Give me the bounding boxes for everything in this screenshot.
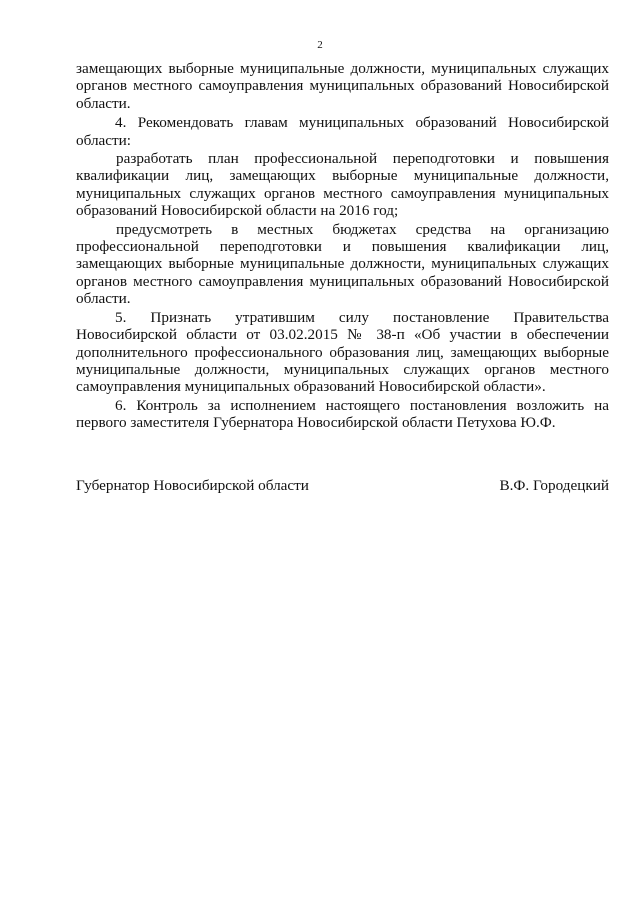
signatory-position: Губернатор Новосибирской области — [76, 477, 309, 494]
page-number: 2 — [317, 39, 323, 51]
paragraph-item-6: 6. Контроль за исполнением настоящего постановления возложить на первого заместителя Губернатора Новосибирской области Петухова Ю.Ф. — [76, 396, 609, 432]
signature-block — [76, 477, 609, 494]
paragraph-item-4-b: предусмотреть в местных бюджетах средства на организацию профессиональной переподготовки и повышения квалификации лиц, замещающих выборные муниципальные должности, муниципальных служащих органов местного самоуправления муниципальных образований Новосибирской области. — [76, 220, 609, 308]
paragraph-continuation: замещающих выборные муниципальные должности, муниципальных служащих органов местного самоуправления муниципальных образований Новосибирской области. — [76, 60, 609, 112]
document-body — [76, 60, 609, 432]
paragraph-item-4-a: разработать план профессиональной переподготовки и повышения квалификации лиц, замещающих выборные муниципальные должности, муниципальных служащих органов местного самоуправления муниципальных образований Новосибирской области на 2016 год; — [76, 150, 609, 220]
paragraph-item-4: 4. Рекомендовать главам муниципальных образований Новосибирской области: — [76, 114, 609, 149]
paragraph-item-5: 5. Признать утратившим силу постановление Правительства Новосибирской области от 03.02.2015 № 38-п «Об участии в обеспечении дополнительного профессионального образования лиц, замещающих выборные муниципальные должности, муниципальных служащих органов местного самоуправления муниципальных образований Новосибирской области». — [76, 308, 609, 396]
signatory-name: В.Ф. Городецкий — [499, 477, 609, 494]
